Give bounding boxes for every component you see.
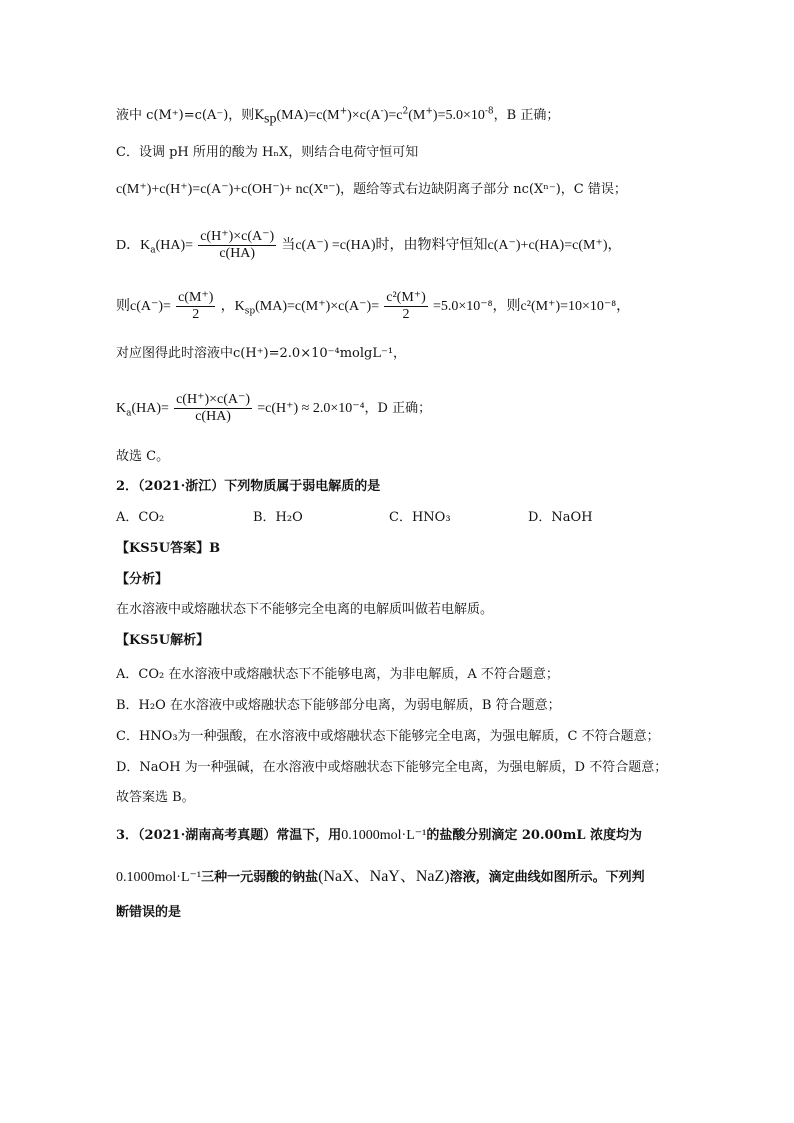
text-line-2: C．设调 pH 所用的酸为 HₙX，则结合电荷守恒可知 — [116, 145, 419, 160]
fraction: $\frac{\text{c²(M⁺)}}{2}$ — [386, 290, 426, 322]
question-2-options — [116, 509, 636, 527]
text-line-7: $K_a(HA)=$ $\frac{c(H^+)\times c(A^-)}{c(HA)}$ =c(H⁺) ≈ 2.0×10⁻⁴，D 正确； — [116, 392, 432, 424]
explanation-c: C．HNO₃为一种强酸，在水溶液中或熔融状态下能够完全电离，为强电解质，C 不符合题意； — [116, 729, 660, 744]
text-line-1: 液中 c(M⁺)=c(A⁻)，则$K_{sp}(MA)=c(M^+)\times c(A^-)=c^2(M^+)=5.0\times 10^{-8}$，B 正确； — [116, 106, 560, 127]
fraction: $\frac{c(H^+)\times c(A^-)}{c(HA)}$ — [176, 392, 251, 424]
fraction: $\frac{c(H^+)\times c(A^-)}{c(HA)}$ — [200, 229, 275, 261]
explanation-a: A．CO₂ 在水溶液中或熔融状态下不能够电离，为非电解质，A 不符合题意； — [116, 667, 559, 682]
explanation-label: 【KS5U解析】 — [116, 633, 210, 648]
answer-label: 【KS5U答案】B — [116, 541, 221, 556]
text-line-3: c(M⁺)+c(H⁺)=c(A⁻)+c(OH⁻)+ nc(Xⁿ⁻)，题给等式右边缺阴离子部分 nc(Xⁿ⁻)，C 错误； — [116, 182, 627, 197]
explanation-conclusion: 故答案选 B。 — [116, 790, 195, 805]
question-2-title: 2．（2021·浙江）下列物质属于弱电解质的是 — [116, 479, 381, 494]
option-b: B．H₂O — [253, 510, 303, 525]
text-line-5: 则c(A⁻)= $\frac{c(M^+)}{2}$ ，$K_{sp}(MA)=c(M^+)\times c(A^-)=$ $\frac{\text{c²(M⁺)}}{2}$ =5.0×10⁻⁸，则c²(M⁺)=10×10⁻⁸， — [116, 290, 631, 322]
option-a: A．CO₂ — [116, 510, 165, 525]
explanation-b: B．H₂O 在水溶液中或熔融状态下能够部分电离，为弱电解质，B 符合题意； — [116, 698, 561, 713]
text-line-4: D．$K_a(HA)=$ $\frac{c(H^+)\times c(A^-)}{c(HA)}$ 当c(A⁻) =c(HA)时，由物料守恒知c(A⁻)+c(HA)=c(M⁺)， — [116, 229, 622, 261]
question-3-line-2: 0.1000mol·L⁻¹三种一元弱酸的钠盐(NaX、NaY、NaZ)溶液，滴定曲线如图所示。下列判 — [116, 868, 645, 885]
option-d: D．NaOH — [528, 510, 593, 525]
text-line-6: 对应图得此时溶液中c(H⁺)=2.0×10⁻⁴molgL⁻¹， — [116, 346, 407, 361]
fraction: $\frac{c(M^+)}{2}$ — [178, 290, 214, 322]
option-c: C．HNO₃ — [389, 510, 451, 525]
text-line-8: 故选 C。 — [116, 449, 170, 464]
explanation-d: D．NaOH 为一种强碱，在水溶液中或熔融状态下能够完全电离，为强电解质，D 不符合题意； — [116, 760, 668, 775]
analysis-text: 在水溶液中或熔融状态下不能够完全电离的电解质叫做若电解质。 — [116, 602, 494, 617]
question-3-line-1: 3．（2021·湖南高考真题）常温下，用0.1000mol·L⁻¹的盐酸分别滴定 20.00mL 浓度均为 — [116, 828, 643, 843]
analysis-label: 【分析】 — [116, 572, 169, 587]
question-3-line-3: 断错误的是 — [116, 905, 182, 920]
